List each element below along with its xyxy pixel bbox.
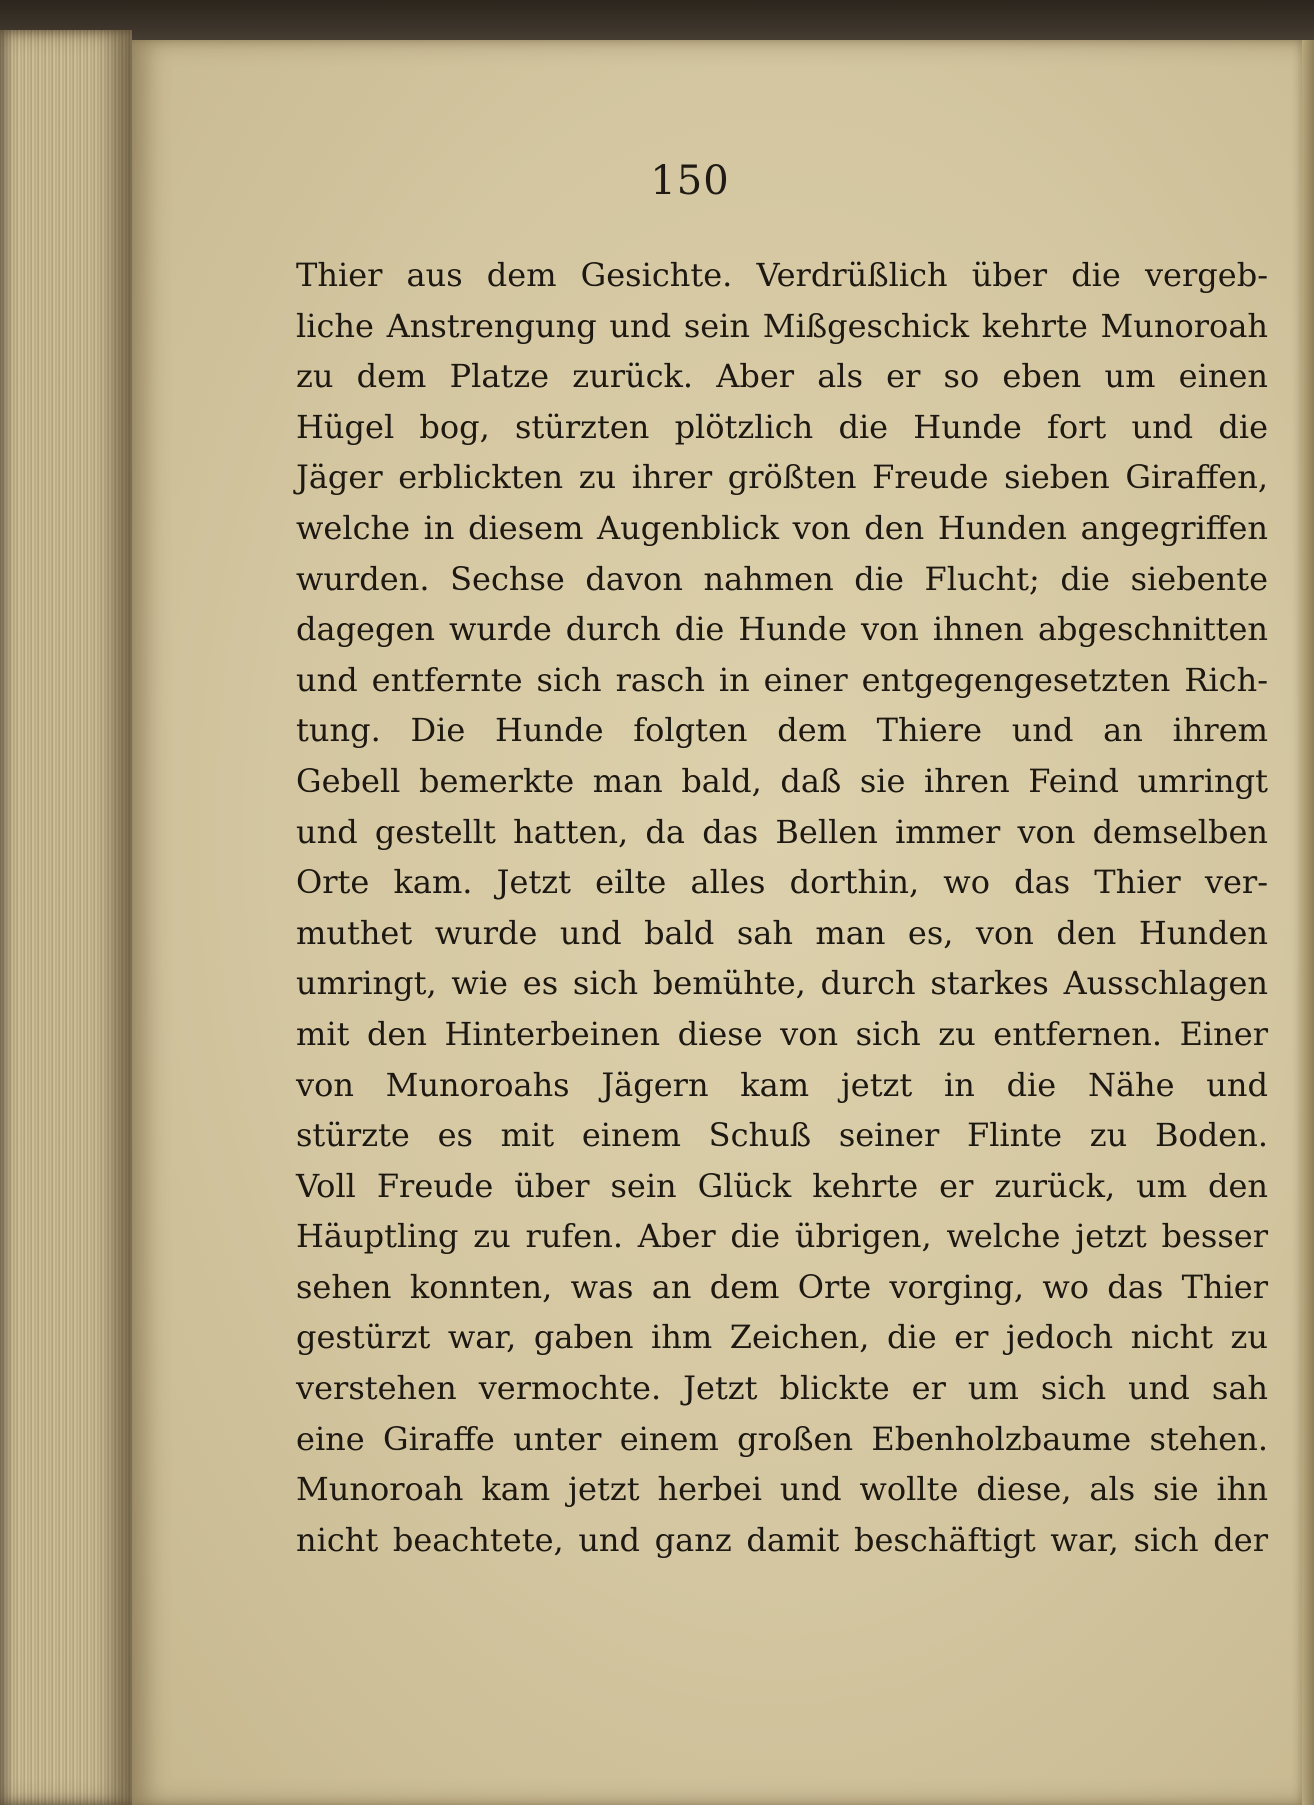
body-text <box>296 250 1268 1565</box>
text-line: Jäger erblickten zu ihrer größten Freude sieben Giraffen, <box>296 458 1268 497</box>
text-line: eine Giraffe unter einem großen Ebenholzbaume stehen. <box>296 1419 1268 1458</box>
text-line: nicht beachtete, und ganz damit beschäftigt war, sich der <box>296 1520 1268 1559</box>
text-line: muthet wurde und bald sah man es, von den Hunden <box>296 913 1268 952</box>
page-number: 150 <box>650 158 730 204</box>
text-line: und entfernte sich rasch in einer entgegengesetzten Rich- <box>296 660 1268 699</box>
text-line: Voll Freude über sein Glück kehrte er zurück, um den <box>296 1166 1268 1205</box>
text-line: verstehen vermochte. Jetzt blickte er um sich und sah <box>296 1369 1268 1408</box>
text-line: Orte kam. Jetzt eilte alles dorthin, wo das Thier ver- <box>296 863 1268 902</box>
text-line: mit den Hinterbeinen diese von sich zu entfernen. Einer <box>296 1014 1268 1053</box>
text-line: gestürzt war, gaben ihm Zeichen, die er jedoch nicht zu <box>296 1318 1268 1357</box>
text-line: Hügel bog, stürzten plötzlich die Hunde fort und die <box>296 407 1268 446</box>
text-line: sehen konnten, was an dem Orte vorging, wo das Thier <box>296 1267 1268 1306</box>
page-edges <box>0 30 132 1805</box>
text-line: umringt, wie es sich bemühte, durch starkes Ausschlagen <box>296 964 1268 1003</box>
text-line: liche Anstrengung und sein Mißgeschick kehrte Munoroah <box>296 306 1268 345</box>
text-line: von Munoroahs Jägern kam jetzt in die Nähe und <box>296 1065 1268 1104</box>
text-line: tung. Die Hunde folgten dem Thiere und an ihrem <box>296 711 1268 750</box>
text-line: und gestellt hatten, da das Bellen immer von demselben <box>296 812 1268 851</box>
text-line: zu dem Platze zurück. Aber als er so eben um einen <box>296 357 1268 396</box>
text-line: Häuptling zu rufen. Aber die übrigen, welche jetzt besser <box>296 1217 1268 1256</box>
text-line: Thier aus dem Gesichte. Verdrüßlich über die vergeb- <box>296 256 1268 294</box>
text-line: welche in diesem Augenblick von den Hunden angegriffen <box>296 508 1268 547</box>
text-line: Gebell bemerkte man bald, daß sie ihren Feind umringt <box>296 761 1268 800</box>
text-line: Munoroah kam jetzt herbei und wollte diese, als sie ihn <box>296 1470 1268 1509</box>
text-line: dagegen wurde durch die Hunde von ihnen abgeschnitten <box>296 610 1268 649</box>
right-page-edge <box>1302 40 1314 1805</box>
text-line: stürzte es mit einem Schuß seiner Flinte zu Boden. <box>296 1116 1268 1155</box>
text-line: wurden. Sechse davon nahmen die Flucht; die siebente <box>296 559 1268 598</box>
